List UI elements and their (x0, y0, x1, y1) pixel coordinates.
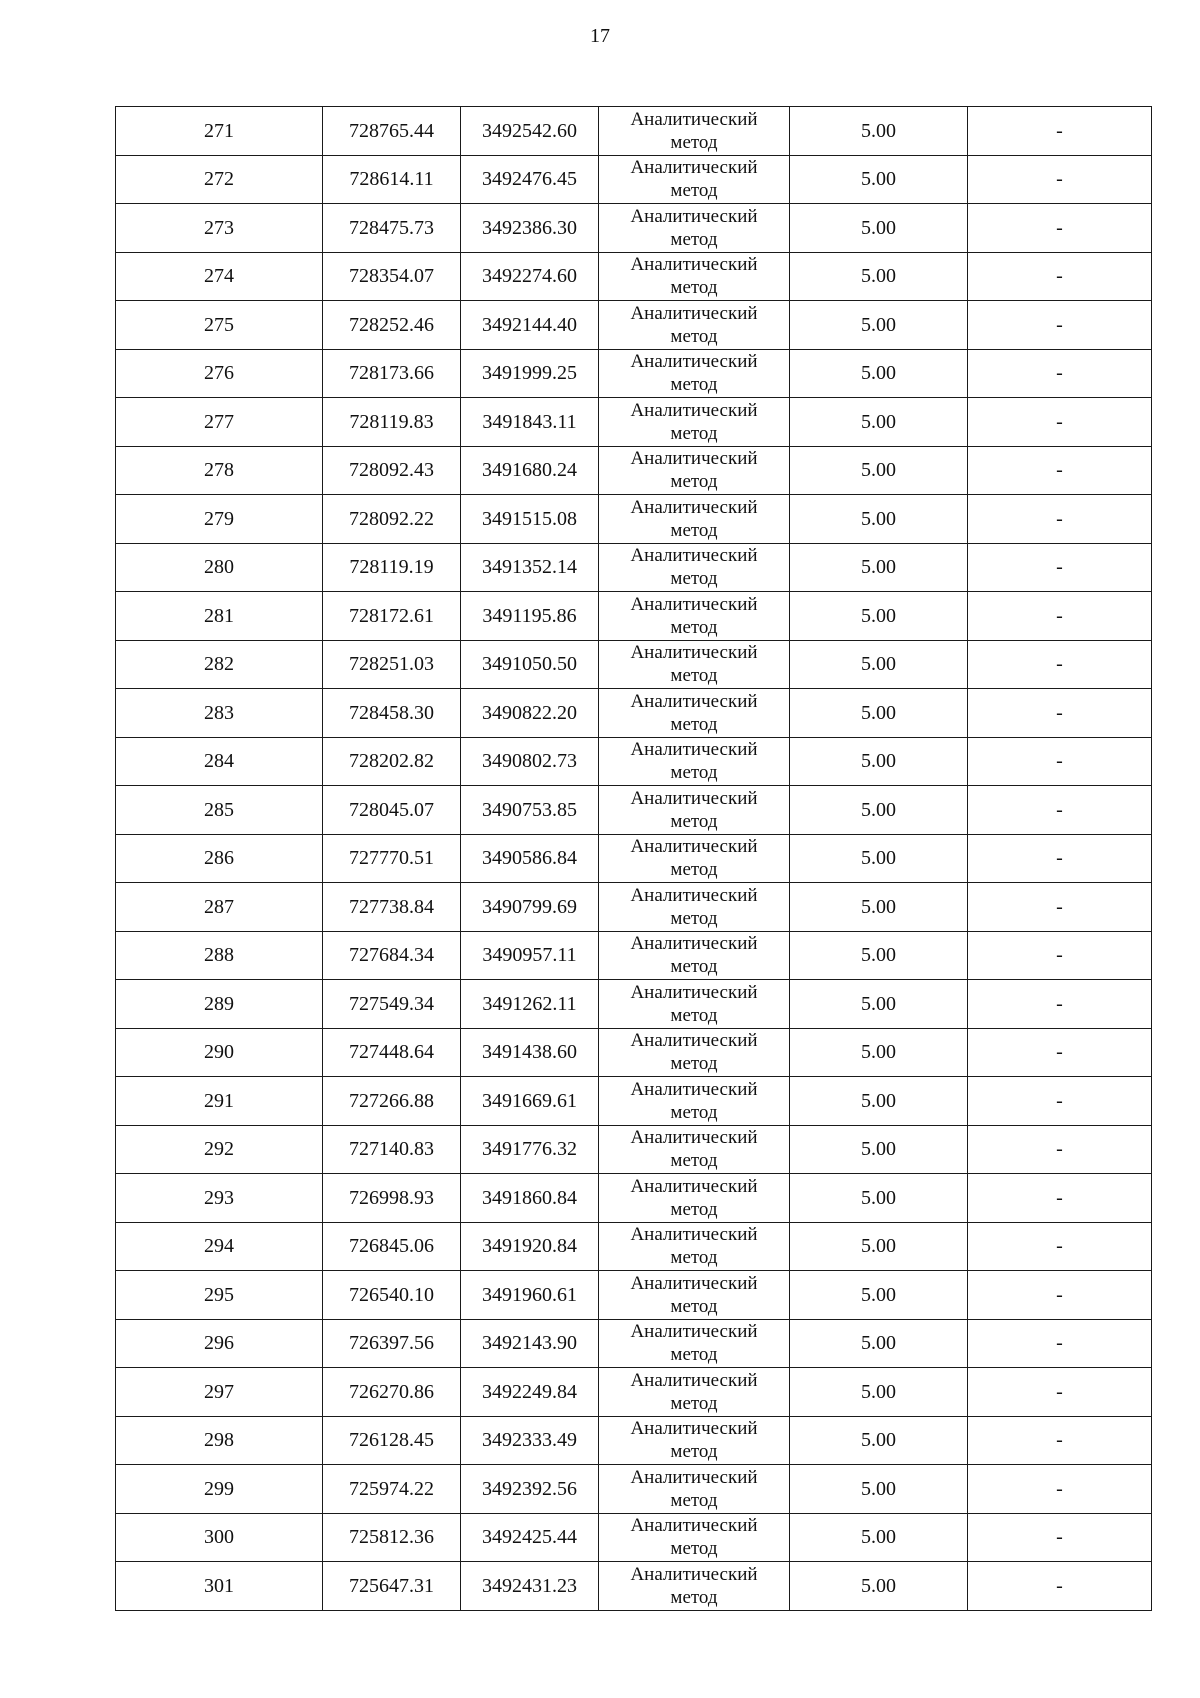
table-row (116, 495, 1152, 544)
accuracy-cell: 5.00 (790, 1416, 968, 1465)
method-label-line2: метод (670, 1392, 718, 1414)
method-label-line1: Аналитический (630, 496, 758, 518)
method-label-line1: Аналитический (630, 1369, 758, 1391)
point-number-cell: 296 (116, 1319, 323, 1368)
point-number-cell: 293 (116, 1174, 323, 1223)
accuracy-cell: 5.00 (790, 495, 968, 544)
point-number-cell: 275 (116, 301, 323, 350)
method-cell (599, 1319, 790, 1368)
accuracy-cell: 5.00 (790, 107, 968, 156)
method-label-line1: Аналитический (630, 545, 758, 567)
accuracy-cell: 5.00 (790, 1028, 968, 1077)
y-coordinate-cell: 3491999.25 (461, 349, 599, 398)
method-label-line1: Аналитический (630, 884, 758, 906)
x-coordinate-cell: 728475.73 (323, 204, 461, 253)
method-label-line2: метод (670, 325, 718, 347)
note-cell: - (968, 495, 1152, 544)
method-cell (599, 786, 790, 835)
table-row (116, 640, 1152, 689)
method-label-line1: Аналитический (630, 1563, 758, 1585)
y-coordinate-cell: 3491669.61 (461, 1077, 599, 1126)
y-coordinate-cell: 3492431.23 (461, 1562, 599, 1611)
accuracy-cell: 5.00 (790, 1368, 968, 1417)
method-label-line2: метод (670, 1101, 718, 1123)
point-number-cell: 287 (116, 883, 323, 932)
method-label-line2: метод (670, 810, 718, 832)
method-label-line1: Аналитический (630, 739, 758, 761)
method-cell (599, 543, 790, 592)
x-coordinate-cell: 725647.31 (323, 1562, 461, 1611)
method-label-line1: Аналитический (630, 981, 758, 1003)
method-label-line2: метод (670, 1247, 718, 1269)
accuracy-cell: 5.00 (790, 737, 968, 786)
note-cell: - (968, 980, 1152, 1029)
point-number-cell: 289 (116, 980, 323, 1029)
table-row (116, 155, 1152, 204)
point-number-cell: 279 (116, 495, 323, 544)
point-number-cell: 284 (116, 737, 323, 786)
y-coordinate-cell: 3491920.84 (461, 1222, 599, 1271)
method-label-line2: метод (670, 1344, 718, 1366)
method-label-line2: метод (670, 1053, 718, 1075)
table-row (116, 1368, 1152, 1417)
note-cell: - (968, 640, 1152, 689)
x-coordinate-cell: 726128.45 (323, 1416, 461, 1465)
point-number-cell: 273 (116, 204, 323, 253)
method-label-line2: метод (670, 568, 718, 590)
note-cell: - (968, 543, 1152, 592)
method-cell (599, 1562, 790, 1611)
method-cell (599, 1222, 790, 1271)
method-label-line1: Аналитический (630, 399, 758, 421)
point-number-cell: 297 (116, 1368, 323, 1417)
point-number-cell: 283 (116, 689, 323, 738)
table-row (116, 1416, 1152, 1465)
method-label-line2: метод (670, 180, 718, 202)
accuracy-cell: 5.00 (790, 446, 968, 495)
x-coordinate-cell: 728092.43 (323, 446, 461, 495)
method-label-line2: метод (670, 859, 718, 881)
point-number-cell: 286 (116, 834, 323, 883)
note-cell: - (968, 398, 1152, 447)
table-row (116, 1513, 1152, 1562)
table-row (116, 204, 1152, 253)
point-number-cell: 271 (116, 107, 323, 156)
accuracy-cell: 5.00 (790, 1174, 968, 1223)
method-label-line1: Аналитический (630, 642, 758, 664)
note-cell: - (968, 1028, 1152, 1077)
method-cell (599, 1028, 790, 1077)
method-label-line1: Аналитический (630, 1078, 758, 1100)
note-cell: - (968, 1222, 1152, 1271)
point-number-cell: 278 (116, 446, 323, 495)
point-number-cell: 272 (116, 155, 323, 204)
method-cell (599, 1125, 790, 1174)
point-number-cell: 288 (116, 931, 323, 980)
point-number-cell: 294 (116, 1222, 323, 1271)
table-row (116, 252, 1152, 301)
accuracy-cell: 5.00 (790, 301, 968, 350)
method-label-line2: метод (670, 519, 718, 541)
y-coordinate-cell: 3492425.44 (461, 1513, 599, 1562)
y-coordinate-cell: 3491843.11 (461, 398, 599, 447)
y-coordinate-cell: 3491352.14 (461, 543, 599, 592)
method-label-line2: метод (670, 956, 718, 978)
method-label-line2: метод (670, 616, 718, 638)
note-cell: - (968, 737, 1152, 786)
note-cell: - (968, 349, 1152, 398)
note-cell: - (968, 301, 1152, 350)
x-coordinate-cell: 727140.83 (323, 1125, 461, 1174)
method-cell (599, 737, 790, 786)
method-label-line1: Аналитический (630, 1321, 758, 1343)
accuracy-cell: 5.00 (790, 1077, 968, 1126)
table-row (116, 1271, 1152, 1320)
note-cell: - (968, 834, 1152, 883)
method-cell (599, 592, 790, 641)
method-label-line2: метод (670, 422, 718, 444)
point-number-cell: 299 (116, 1465, 323, 1514)
accuracy-cell: 5.00 (790, 1562, 968, 1611)
method-cell (599, 301, 790, 350)
y-coordinate-cell: 3491960.61 (461, 1271, 599, 1320)
accuracy-cell: 5.00 (790, 1222, 968, 1271)
table-row (116, 543, 1152, 592)
x-coordinate-cell: 728092.22 (323, 495, 461, 544)
table-row (116, 349, 1152, 398)
method-cell (599, 980, 790, 1029)
method-label-line1: Аналитический (630, 593, 758, 615)
x-coordinate-cell: 728614.11 (323, 155, 461, 204)
method-label-line1: Аналитический (630, 1466, 758, 1488)
point-number-cell: 301 (116, 1562, 323, 1611)
point-number-cell: 280 (116, 543, 323, 592)
x-coordinate-cell: 728458.30 (323, 689, 461, 738)
method-label-line2: метод (670, 374, 718, 396)
accuracy-cell: 5.00 (790, 252, 968, 301)
table-row (116, 301, 1152, 350)
method-label-line1: Аналитический (630, 690, 758, 712)
table-row (116, 398, 1152, 447)
y-coordinate-cell: 3491050.50 (461, 640, 599, 689)
method-cell (599, 398, 790, 447)
note-cell: - (968, 883, 1152, 932)
accuracy-cell: 5.00 (790, 640, 968, 689)
method-label-line1: Аналитический (630, 1175, 758, 1197)
y-coordinate-cell: 3492274.60 (461, 252, 599, 301)
x-coordinate-cell: 728045.07 (323, 786, 461, 835)
x-coordinate-cell: 726397.56 (323, 1319, 461, 1368)
method-cell (599, 689, 790, 738)
note-cell: - (968, 1465, 1152, 1514)
table-row (116, 446, 1152, 495)
accuracy-cell: 5.00 (790, 543, 968, 592)
method-label-line2: метод (670, 713, 718, 735)
method-cell (599, 107, 790, 156)
method-label-line2: метод (670, 228, 718, 250)
method-cell (599, 883, 790, 932)
table-row (116, 1125, 1152, 1174)
method-label-line1: Аналитический (630, 836, 758, 858)
accuracy-cell: 5.00 (790, 398, 968, 447)
note-cell: - (968, 1416, 1152, 1465)
method-label-line1: Аналитический (630, 1418, 758, 1440)
method-label-line1: Аналитический (630, 205, 758, 227)
table-row (116, 980, 1152, 1029)
table-row (116, 1174, 1152, 1223)
table-row (116, 1562, 1152, 1611)
accuracy-cell: 5.00 (790, 1465, 968, 1514)
y-coordinate-cell: 3490799.69 (461, 883, 599, 932)
y-coordinate-cell: 3491515.08 (461, 495, 599, 544)
y-coordinate-cell: 3490822.20 (461, 689, 599, 738)
table-body (116, 107, 1152, 1611)
table-row (116, 737, 1152, 786)
point-number-cell: 282 (116, 640, 323, 689)
note-cell: - (968, 931, 1152, 980)
point-number-cell: 300 (116, 1513, 323, 1562)
note-cell: - (968, 1271, 1152, 1320)
y-coordinate-cell: 3490802.73 (461, 737, 599, 786)
note-cell: - (968, 1319, 1152, 1368)
accuracy-cell: 5.00 (790, 204, 968, 253)
page-number: 17 (590, 25, 610, 47)
table-row (116, 931, 1152, 980)
y-coordinate-cell: 3492386.30 (461, 204, 599, 253)
method-label-line2: метод (670, 1441, 718, 1463)
note-cell: - (968, 446, 1152, 495)
table-row (116, 689, 1152, 738)
table-row (116, 1028, 1152, 1077)
method-label-line2: метод (670, 762, 718, 784)
point-number-cell: 298 (116, 1416, 323, 1465)
x-coordinate-cell: 728765.44 (323, 107, 461, 156)
x-coordinate-cell: 728252.46 (323, 301, 461, 350)
x-coordinate-cell: 725974.22 (323, 1465, 461, 1514)
note-cell: - (968, 786, 1152, 835)
method-label-line2: метод (670, 1150, 718, 1172)
x-coordinate-cell: 727738.84 (323, 883, 461, 932)
y-coordinate-cell: 3492249.84 (461, 1368, 599, 1417)
accuracy-cell: 5.00 (790, 592, 968, 641)
x-coordinate-cell: 727684.34 (323, 931, 461, 980)
x-coordinate-cell: 726845.06 (323, 1222, 461, 1271)
x-coordinate-cell: 728354.07 (323, 252, 461, 301)
point-number-cell: 274 (116, 252, 323, 301)
method-label-line2: метод (670, 131, 718, 153)
method-cell (599, 1368, 790, 1417)
method-label-line1: Аналитический (630, 1515, 758, 1537)
y-coordinate-cell: 3491262.11 (461, 980, 599, 1029)
y-coordinate-cell: 3491195.86 (461, 592, 599, 641)
y-coordinate-cell: 3491776.32 (461, 1125, 599, 1174)
method-cell (599, 495, 790, 544)
note-cell: - (968, 204, 1152, 253)
table-row (116, 1465, 1152, 1514)
x-coordinate-cell: 726270.86 (323, 1368, 461, 1417)
x-coordinate-cell: 728119.83 (323, 398, 461, 447)
point-number-cell: 277 (116, 398, 323, 447)
y-coordinate-cell: 3492476.45 (461, 155, 599, 204)
note-cell: - (968, 155, 1152, 204)
table-row (116, 1319, 1152, 1368)
method-label-line2: метод (670, 1198, 718, 1220)
note-cell: - (968, 1513, 1152, 1562)
y-coordinate-cell: 3491680.24 (461, 446, 599, 495)
method-cell (599, 931, 790, 980)
accuracy-cell: 5.00 (790, 1125, 968, 1174)
y-coordinate-cell: 3490753.85 (461, 786, 599, 835)
method-label-line1: Аналитический (630, 448, 758, 470)
method-label-line2: метод (670, 1538, 718, 1560)
accuracy-cell: 5.00 (790, 786, 968, 835)
accuracy-cell: 5.00 (790, 834, 968, 883)
table-row (116, 1077, 1152, 1126)
method-cell (599, 349, 790, 398)
method-label-line2: метод (670, 1586, 718, 1608)
accuracy-cell: 5.00 (790, 155, 968, 204)
method-cell (599, 1077, 790, 1126)
method-label-line2: метод (670, 665, 718, 687)
table-row (116, 786, 1152, 835)
note-cell: - (968, 252, 1152, 301)
x-coordinate-cell: 728172.61 (323, 592, 461, 641)
y-coordinate-cell: 3490586.84 (461, 834, 599, 883)
accuracy-cell: 5.00 (790, 980, 968, 1029)
accuracy-cell: 5.00 (790, 349, 968, 398)
x-coordinate-cell: 728202.82 (323, 737, 461, 786)
y-coordinate-cell: 3492392.56 (461, 1465, 599, 1514)
method-label-line1: Аналитический (630, 157, 758, 179)
method-label-line2: метод (670, 1489, 718, 1511)
table-row (116, 883, 1152, 932)
point-number-cell: 285 (116, 786, 323, 835)
method-label-line2: метод (670, 471, 718, 493)
method-cell (599, 1513, 790, 1562)
method-label-line1: Аналитический (630, 302, 758, 324)
method-label-line1: Аналитический (630, 1272, 758, 1294)
accuracy-cell: 5.00 (790, 1513, 968, 1562)
x-coordinate-cell: 728173.66 (323, 349, 461, 398)
method-label-line1: Аналитический (630, 1224, 758, 1246)
method-label-line1: Аналитический (630, 351, 758, 373)
y-coordinate-cell: 3492144.40 (461, 301, 599, 350)
method-cell (599, 155, 790, 204)
method-cell (599, 1416, 790, 1465)
accuracy-cell: 5.00 (790, 1319, 968, 1368)
method-label-line2: метод (670, 1004, 718, 1026)
method-cell (599, 834, 790, 883)
method-cell (599, 640, 790, 689)
point-number-cell: 290 (116, 1028, 323, 1077)
note-cell: - (968, 592, 1152, 641)
y-coordinate-cell: 3492333.49 (461, 1416, 599, 1465)
method-label-line1: Аналитический (630, 254, 758, 276)
x-coordinate-cell: 727770.51 (323, 834, 461, 883)
note-cell: - (968, 1077, 1152, 1126)
note-cell: - (968, 107, 1152, 156)
method-cell (599, 1465, 790, 1514)
accuracy-cell: 5.00 (790, 931, 968, 980)
method-label-line1: Аналитический (630, 108, 758, 130)
note-cell: - (968, 1368, 1152, 1417)
point-number-cell: 295 (116, 1271, 323, 1320)
note-cell: - (968, 1125, 1152, 1174)
table-row (116, 834, 1152, 883)
point-number-cell: 281 (116, 592, 323, 641)
method-label-line1: Аналитический (630, 1127, 758, 1149)
method-label-line1: Аналитический (630, 933, 758, 955)
x-coordinate-cell: 726540.10 (323, 1271, 461, 1320)
y-coordinate-cell: 3491860.84 (461, 1174, 599, 1223)
x-coordinate-cell: 727448.64 (323, 1028, 461, 1077)
method-label-line1: Аналитический (630, 787, 758, 809)
x-coordinate-cell: 728251.03 (323, 640, 461, 689)
accuracy-cell: 5.00 (790, 689, 968, 738)
method-label-line2: метод (670, 907, 718, 929)
note-cell: - (968, 1174, 1152, 1223)
accuracy-cell: 5.00 (790, 883, 968, 932)
point-number-cell: 291 (116, 1077, 323, 1126)
coordinates-table (115, 106, 1152, 1611)
x-coordinate-cell: 727266.88 (323, 1077, 461, 1126)
x-coordinate-cell: 727549.34 (323, 980, 461, 1029)
note-cell: - (968, 1562, 1152, 1611)
x-coordinate-cell: 728119.19 (323, 543, 461, 592)
point-number-cell: 276 (116, 349, 323, 398)
y-coordinate-cell: 3492143.90 (461, 1319, 599, 1368)
accuracy-cell: 5.00 (790, 1271, 968, 1320)
note-cell: - (968, 689, 1152, 738)
x-coordinate-cell: 725812.36 (323, 1513, 461, 1562)
method-label-line1: Аналитический (630, 1030, 758, 1052)
table-row (116, 1222, 1152, 1271)
method-cell (599, 204, 790, 253)
y-coordinate-cell: 3490957.11 (461, 931, 599, 980)
point-number-cell: 292 (116, 1125, 323, 1174)
method-label-line2: метод (670, 277, 718, 299)
x-coordinate-cell: 726998.93 (323, 1174, 461, 1223)
method-cell (599, 446, 790, 495)
table-row (116, 592, 1152, 641)
method-cell (599, 1174, 790, 1223)
method-cell (599, 1271, 790, 1320)
y-coordinate-cell: 3492542.60 (461, 107, 599, 156)
y-coordinate-cell: 3491438.60 (461, 1028, 599, 1077)
method-label-line2: метод (670, 1295, 718, 1317)
table-row (116, 107, 1152, 156)
method-cell (599, 252, 790, 301)
